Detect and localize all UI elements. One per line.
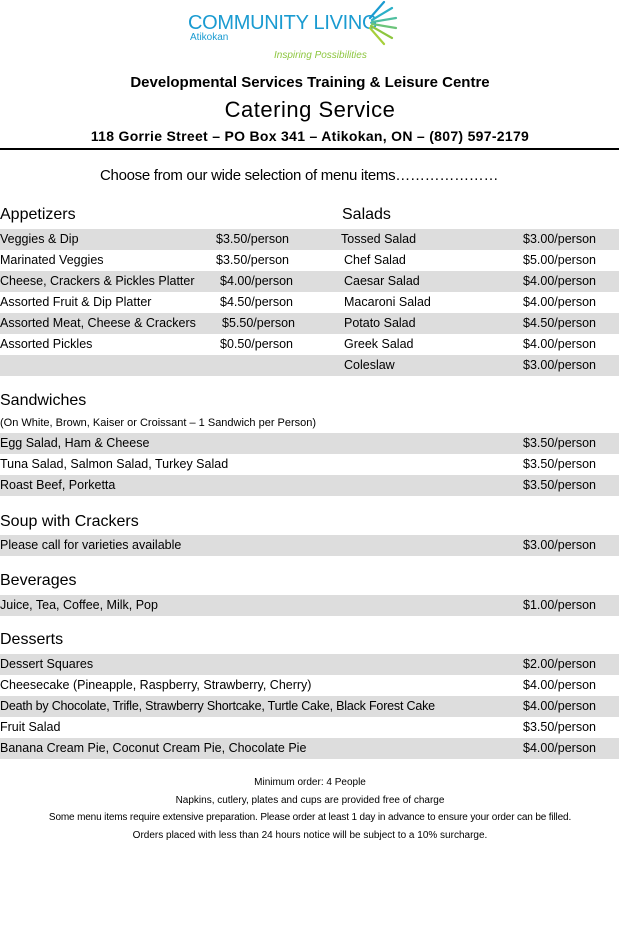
appetizer-price: $4.00/person xyxy=(220,274,293,288)
dessert-price: $4.00/person xyxy=(523,699,596,713)
appetizer-item: Veggies & Dip xyxy=(0,232,79,246)
logo-tagline: Inspiring Possibilities xyxy=(274,50,367,61)
dessert-price: $4.00/person xyxy=(523,741,596,755)
intro-text: Choose from our wide selection of menu items………………… xyxy=(100,167,499,184)
sandwich-item: Tuna Salad, Salmon Salad, Turkey Salad xyxy=(0,457,229,471)
logo-title: COMMUNITY LIVING xyxy=(188,12,378,34)
appetizer-price: $0.50/person xyxy=(220,337,293,351)
napkins-note: Napkins, cutlery, plates and cups are provided free of charge xyxy=(175,795,445,806)
dessert-item: Dessert Squares xyxy=(0,657,94,671)
dessert-item: Fruit Salad xyxy=(0,720,61,734)
salad-item: Macaroni Salad xyxy=(344,295,431,309)
beverage-item: Juice, Tea, Coffee, Milk, Pop xyxy=(0,598,158,612)
preparation-note: Some menu items require extensive preparation. Please order at least 1 day in advance to ensure your order can be filled. xyxy=(48,812,572,823)
appetizer-item: Assorted Fruit & Dip Platter xyxy=(0,295,152,309)
dessert-price: $3.50/person xyxy=(523,720,596,734)
sandwich-price: $3.50/person xyxy=(523,457,596,471)
appetizer-price: $3.50/person xyxy=(216,232,289,246)
header-divider xyxy=(0,148,619,150)
organization-name: Developmental Services Training & Leisure Centre xyxy=(130,74,490,91)
dessert-price: $4.00/person xyxy=(523,678,596,692)
desserts-heading: Desserts xyxy=(0,631,64,648)
appetizer-item: Cheese, Crackers & Pickles Platter xyxy=(0,274,195,288)
sandwich-item: Egg Salad, Ham & Cheese xyxy=(0,436,150,450)
minimum-order-note: Minimum order: 4 People xyxy=(254,777,366,788)
salad-price: $3.00/person xyxy=(523,358,596,372)
beverages-heading: Beverages xyxy=(0,572,77,589)
sandwich-item: Roast Beef, Porketta xyxy=(0,478,116,492)
soup-price: $3.00/person xyxy=(523,538,596,552)
salad-price: $5.00/person xyxy=(523,253,596,267)
salad-item: Chef Salad xyxy=(344,253,406,267)
salads-heading: Salads xyxy=(342,206,391,223)
dessert-item: Banana Cream Pie, Coconut Cream Pie, Chocolate Pie xyxy=(0,741,307,755)
appetizer-price: $4.50/person xyxy=(220,295,293,309)
community-living-logo xyxy=(188,0,398,62)
sandwiches-heading: Sandwiches xyxy=(0,392,87,409)
salad-item: Tossed Salad xyxy=(341,232,417,246)
appetizers-heading: Appetizers xyxy=(0,206,76,223)
salad-item: Coleslaw xyxy=(344,358,395,372)
salad-price: $3.00/person xyxy=(523,232,596,246)
sandwiches-note: (On White, Brown, Kaiser or Croissant – 1 Sandwich per Person) xyxy=(0,417,317,429)
salad-item: Potato Salad xyxy=(344,316,416,330)
salad-item: Caesar Salad xyxy=(344,274,420,288)
soup-item: Please call for varieties available xyxy=(0,538,182,552)
logo-rays-icon xyxy=(366,0,398,46)
appetizer-item: Marinated Veggies xyxy=(0,253,104,267)
appetizer-item: Assorted Meat, Cheese & Crackers xyxy=(0,316,196,330)
soup-heading: Soup with Crackers xyxy=(0,513,139,530)
service-title: Catering Service xyxy=(224,97,396,122)
dessert-price: $2.00/person xyxy=(523,657,596,671)
appetizer-price: $3.50/person xyxy=(216,253,289,267)
salad-item: Greek Salad xyxy=(344,337,414,351)
logo-subtitle: Atikokan xyxy=(190,32,229,43)
salad-price: $4.00/person xyxy=(523,337,596,351)
address-line: 118 Gorrie Street – PO Box 341 – Atikokan, ON – (807) 597-2179 xyxy=(90,128,530,144)
salad-price: $4.00/person xyxy=(523,295,596,309)
appetizer-price: $5.50/person xyxy=(222,316,295,330)
salad-price: $4.00/person xyxy=(523,274,596,288)
sandwich-price: $3.50/person xyxy=(523,478,596,492)
dessert-item: Cheesecake (Pineapple, Raspberry, Strawberry, Cherry) xyxy=(0,678,312,692)
salad-price: $4.50/person xyxy=(523,316,596,330)
appetizer-item: Assorted Pickles xyxy=(0,337,93,351)
surcharge-note: Orders placed with less than 24 hours notice will be subject to a 10% surcharge. xyxy=(132,830,488,841)
beverage-price: $1.00/person xyxy=(523,598,596,612)
sandwich-price: $3.50/person xyxy=(523,436,596,450)
dessert-item: Death by Chocolate, Trifle, Strawberry Shortcake, Turtle Cake, Black Forest Cake xyxy=(0,699,435,713)
